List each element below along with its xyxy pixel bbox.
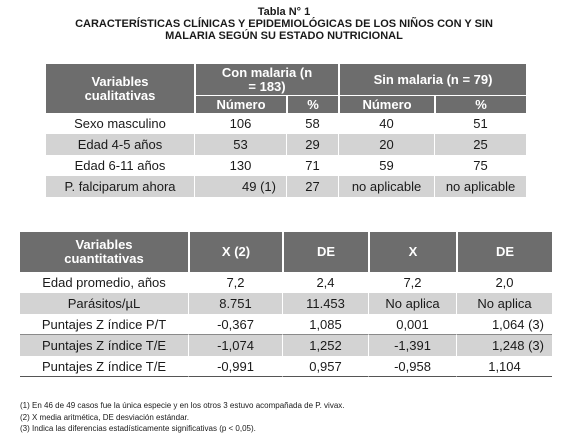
row-label: Sexo masculino [74,116,166,131]
cell: No aplica [456,293,552,314]
table-title-line-1: CARACTERÍSTICAS CLÍNICAS Y EPIDEMIOLÓGICAS DE LOS NIÑOS CON Y SIN [75,18,493,30]
cell: 106 [194,113,286,134]
cell: 58 [286,113,338,134]
cell: 7,2 [368,272,456,293]
cell: 59 [338,155,434,176]
cell: 2,0 [456,272,552,293]
row-label: Puntajes Z índice T/E [20,335,188,356]
header-variables-cualitativas: Variables cualitativas [46,64,194,113]
row-label: Edad 4-5 años [46,134,194,155]
cell: no aplicable [338,176,434,197]
cell: 8.751 [188,293,282,314]
header-numero: Número [338,96,434,113]
row-label: Edad promedio, años [42,275,166,290]
table-row [46,113,526,134]
cell: No aplica [368,293,456,314]
cell: 49 (1) [194,176,286,197]
cell: 40 [338,113,434,134]
row-label: Parásitos/µL [20,293,188,314]
header-pct: % [286,96,338,113]
table-row [20,335,552,356]
qualitative-variables-table [46,64,526,197]
cell: 11.453 [282,293,368,314]
cell: -0,367 [188,314,282,335]
row-label: Puntajes Z índice T/E [20,356,188,377]
cell: 0,957 [282,356,368,377]
header-con-malaria: Con malaria (n = 183) [194,64,338,96]
table-row [20,293,552,314]
cell: 1,064 (3) [456,314,552,335]
cell: 51 [434,113,526,134]
header-de: DE [282,232,368,272]
header-pct: % [434,96,526,113]
cell: 53 [194,134,286,155]
cell: 2,4 [282,272,368,293]
quantitative-variables-table [20,232,552,377]
header-de: DE [456,232,552,272]
table-row [46,155,526,176]
cell: 1,252 [282,335,368,356]
table-row [20,272,552,293]
header-x: X [368,232,456,272]
table-row [46,134,526,155]
footnote-3: (3) Indica las diferencias estadísticamente significativas (p < 0,05). [20,424,256,433]
cell: -0,958 [368,356,456,377]
cell: 20 [338,134,434,155]
table-row [20,356,552,377]
cell: 25 [434,134,526,155]
header-variables-cuantitativas: Variables cuantitativas [20,232,188,272]
table-number: Tabla N° 1 [257,6,311,18]
row-label: Edad 6-11 años [74,158,166,173]
cell: no aplicable [434,176,526,197]
row-label: P. falciparum ahora [46,176,194,197]
cell: -1,391 [368,335,456,356]
cell: 71 [286,155,338,176]
cell: -1,074 [188,335,282,356]
cell: 1,085 [282,314,368,335]
cell: 1,248 (3) [456,335,552,356]
footnotes [20,400,345,435]
header-sin-malaria: Sin malaria (n = 79) [338,64,526,96]
cell: 1,104 [456,356,552,377]
table-row [20,314,552,335]
header-numero: Número [194,96,286,113]
cell: 7,2 [188,272,282,293]
cell: 27 [286,176,338,197]
footnote-1: (1) En 46 de 49 casos fue la única especie y en los otros 3 estuvo acompañada de P. vivax. [20,401,345,410]
footnote-2: (2) X media aritmética, DE desviación estándar. [20,412,189,422]
table-row [46,176,526,197]
header-x-2: X (2) [188,232,282,272]
cell: 75 [434,155,526,176]
cell: 0,001 [368,314,456,335]
row-label: Puntajes Z índice P/T [20,314,188,335]
table-title-line-2: MALARIA SEGÚN SU ESTADO NUTRICIONAL [165,30,403,42]
cell: -0,991 [188,356,282,377]
cell: 29 [286,134,338,155]
cell: 130 [194,155,286,176]
